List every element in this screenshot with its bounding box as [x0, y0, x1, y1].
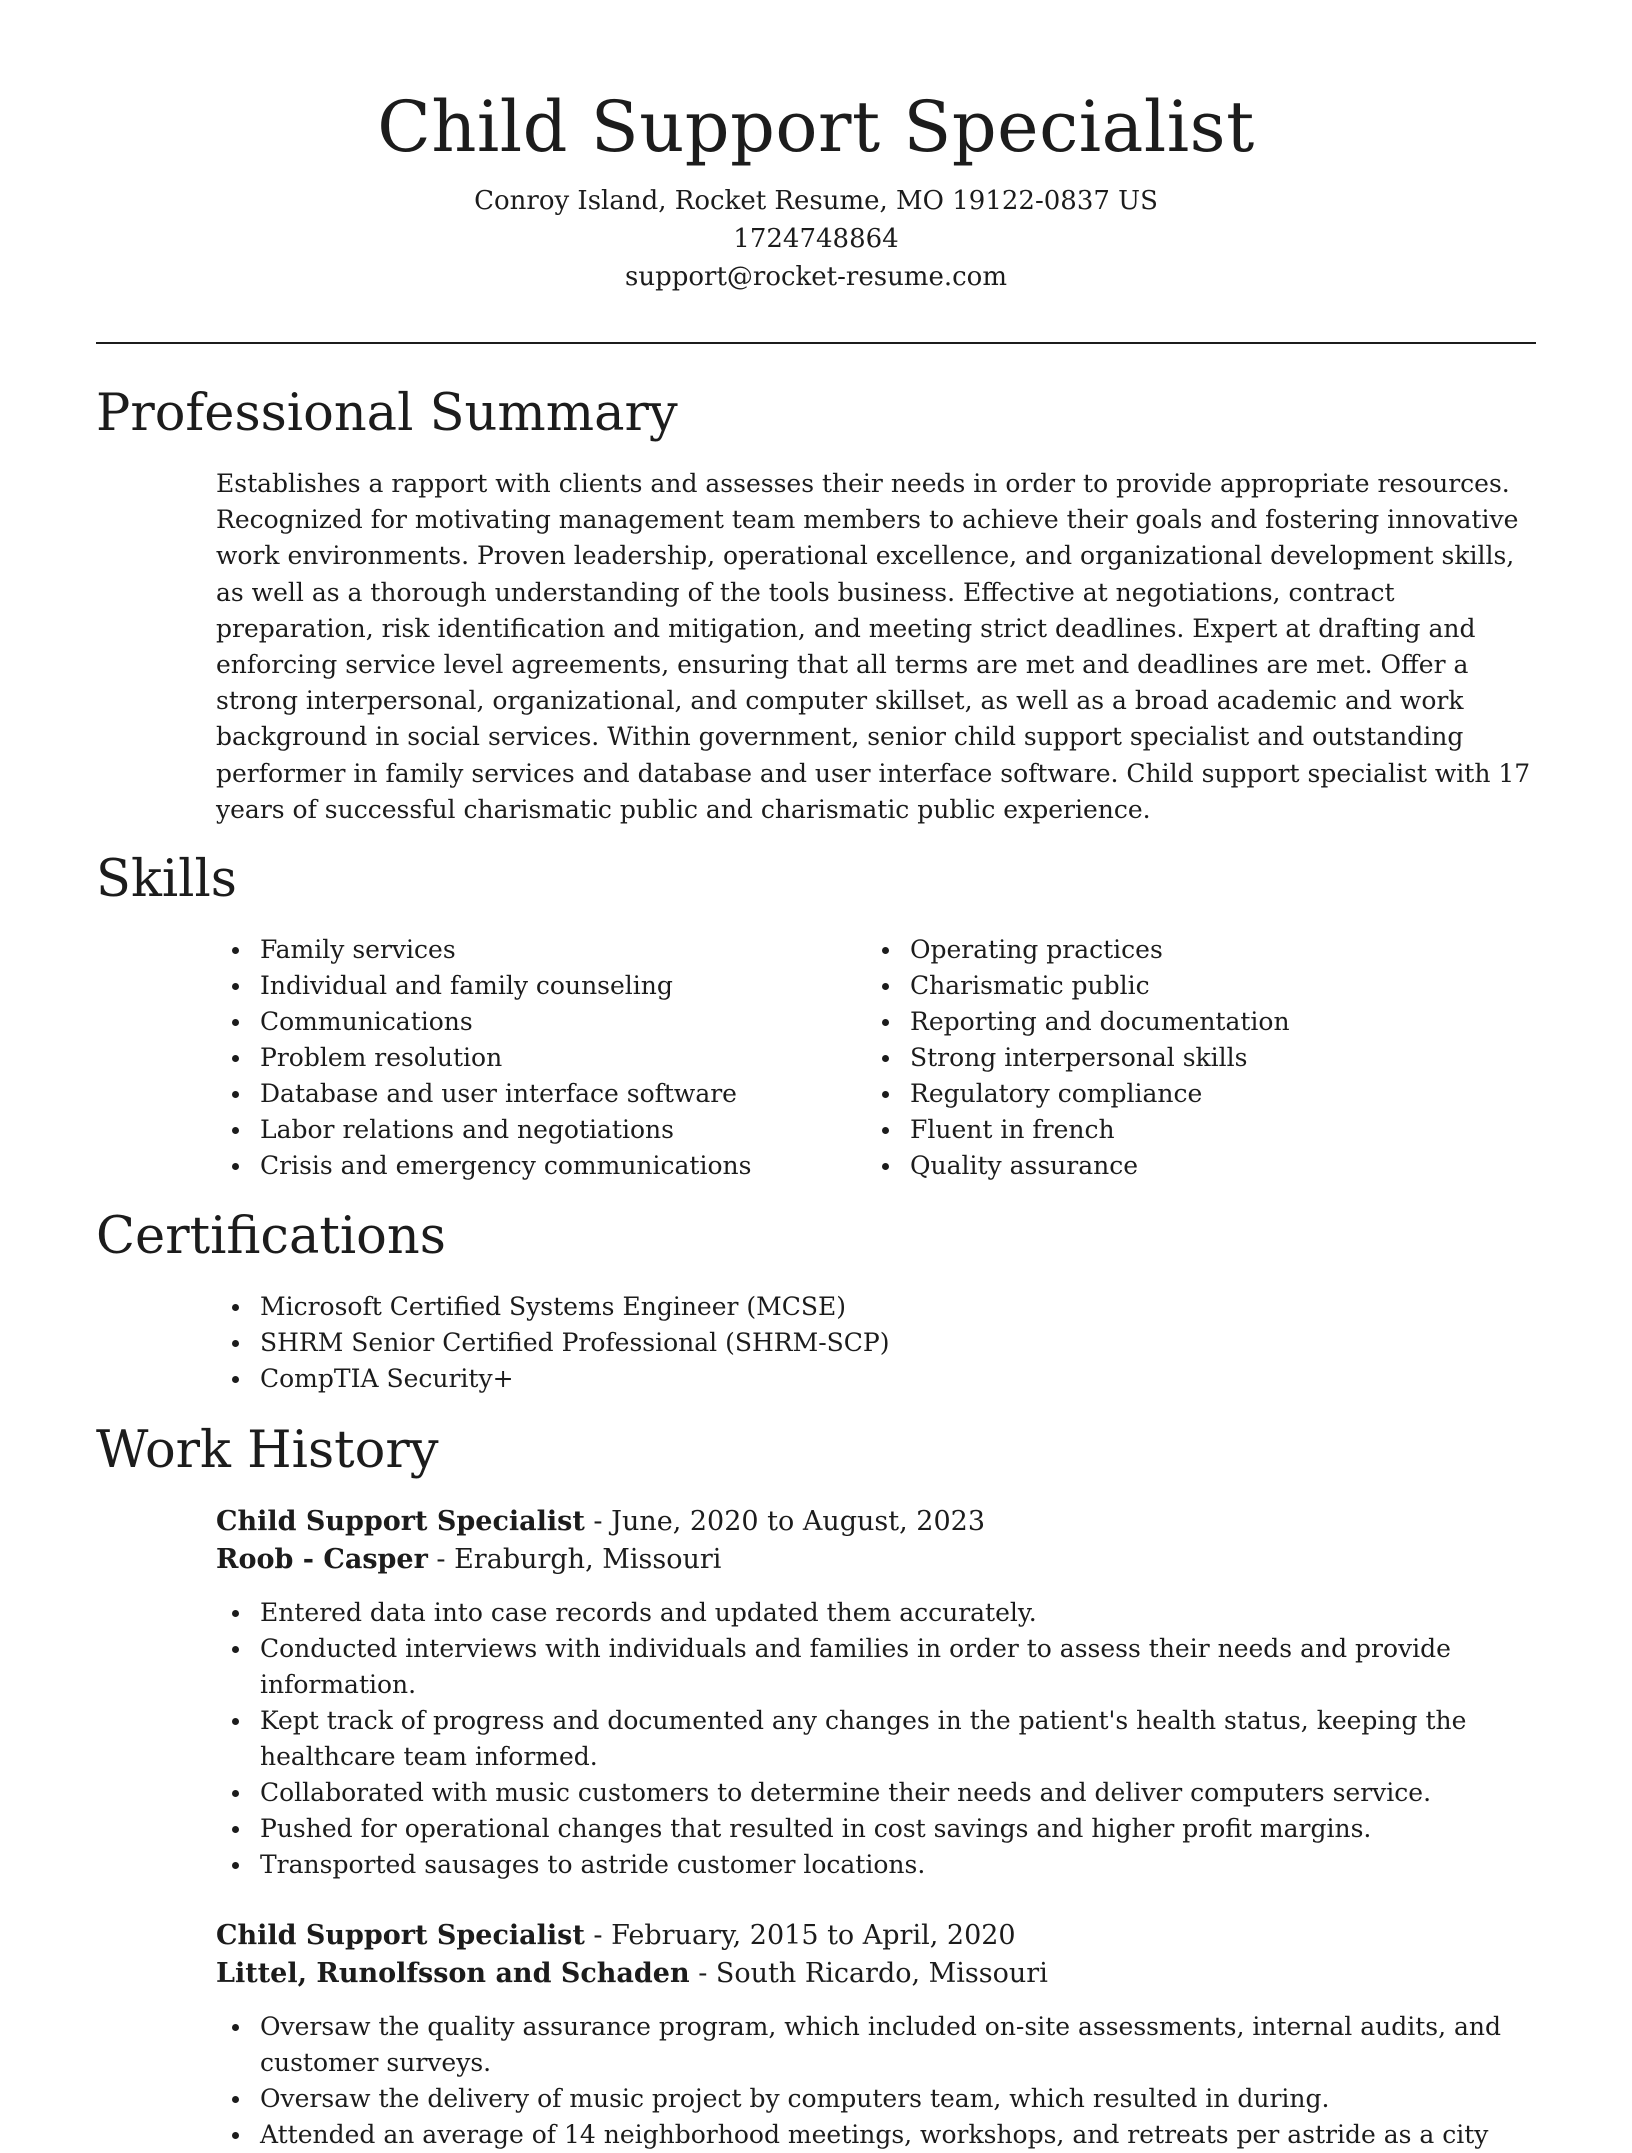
certifications-list	[96, 1289, 1536, 1397]
phone: 1724748864	[733, 224, 899, 254]
job-duties-list	[96, 1595, 1536, 1883]
summary-section	[96, 384, 1536, 828]
job-employer-line	[216, 1541, 1536, 1579]
certifications-title: Certifications	[96, 1207, 446, 1266]
job-duty: Transported sausages to astride customer locations.	[260, 1847, 1544, 1883]
certification-item: SHRM Senior Certified Professional (SHRM-SCP)	[260, 1325, 1536, 1361]
job-duty: Attended an average of 14 neighborhood meetings, workshops, and retreats per astride as a city	[260, 2117, 1544, 2153]
job-company: Roob - Casper	[216, 1544, 428, 1575]
work-history-section	[96, 1421, 1536, 2153]
skill-item: Fluent in french	[910, 1112, 1470, 1148]
job-duties-list	[96, 2009, 1536, 2153]
skill-item: Individual and family counseling	[260, 968, 910, 1004]
skills-columns	[96, 932, 1536, 1184]
job-duty: Oversaw the quality assurance program, which included on-site assessments, internal audits, and customer surveys.	[260, 2009, 1544, 2081]
job-duty: Pushed for operational changes that resulted in cost savings and higher profit margins.	[260, 1811, 1544, 1847]
work-history-title: Work History	[96, 1421, 439, 1480]
summary-title: Professional Summary	[96, 384, 678, 443]
skill-item: Communications	[260, 1004, 910, 1040]
skills-right-list	[910, 932, 1470, 1184]
skills-section	[96, 850, 1536, 1184]
job-duty: Entered data into case records and updated them accurately.	[260, 1595, 1544, 1631]
job-location: - South Ricardo, Missouri	[689, 1958, 1048, 1989]
job-duty: Oversaw the delivery of music project by computers team, which resulted in during.	[260, 2081, 1544, 2117]
job-title-line	[216, 1917, 1536, 1955]
job-duty: Conducted interviews with individuals and families in order to assess their needs and provide information.	[260, 1631, 1544, 1703]
email: support@rocket-resume.com	[624, 262, 1007, 292]
skill-item: Regulatory compliance	[910, 1076, 1470, 1112]
skill-item: Quality assurance	[910, 1148, 1470, 1184]
skill-item: Family services	[260, 932, 910, 968]
candidate-name: Child Support Specialist	[377, 86, 1255, 168]
certification-item: Microsoft Certified Systems Engineer (MCSE)	[260, 1289, 1536, 1325]
job-entry	[96, 1503, 1536, 1883]
job-duty: Kept track of progress and documented any changes in the patient's health status, keeping the healthcare team informed.	[260, 1703, 1544, 1775]
skill-item: Labor relations and negotiations	[260, 1112, 910, 1148]
job-title-line	[216, 1503, 1536, 1541]
job-dates: - February, 2015 to April, 2020	[584, 1920, 1016, 1951]
skill-item: Database and user interface software	[260, 1076, 910, 1112]
skill-item: Charismatic public	[910, 968, 1470, 1004]
resume-header	[0, 0, 1632, 296]
skill-item: Operating practices	[910, 932, 1470, 968]
header-divider	[96, 342, 1536, 344]
job-employer-line	[216, 1955, 1536, 1993]
contact-info	[0, 182, 1632, 296]
job-location: - Eraburgh, Missouri	[427, 1544, 722, 1575]
job-role: Child Support Specialist	[216, 1506, 585, 1537]
job-role: Child Support Specialist	[216, 1920, 585, 1951]
skills-title: Skills	[96, 850, 237, 909]
address: Conroy Island, Rocket Resume, MO 19122-0837 US	[474, 186, 1158, 216]
job-entry	[96, 1917, 1536, 2153]
skill-item: Strong interpersonal skills	[910, 1040, 1470, 1076]
certifications-section	[96, 1207, 1536, 1397]
skill-item: Crisis and emergency communications	[260, 1148, 910, 1184]
summary-text: Establishes a rapport with clients and assesses their needs in order to provide appropriate resources. Recognized for motivating management team members to achieve their goals and fostering innovative work environments. Proven leadership, operational excellence, and organizational development skills, as well as a thorough understanding of the tools business. Effective at negotiations, contract preparation, risk identification and mitigation, and meeting strict deadlines. Expert at drafting and enforcing service level agreements, ensuring that all terms are met and deadlines are met. Offer a strong interpersonal, organizational, and computer skillset, as well as a broad academic and work background in social services. Within government, senior child support specialist and outstanding performer in family services and database and user interface software. Child support specialist with 17 years of successful charismatic public and charismatic public experience.	[216, 469, 1531, 824]
job-duty: Collaborated with music customers to determine their needs and deliver computers service.	[260, 1775, 1544, 1811]
job-company: Littel, Runolfsson and Schaden	[216, 1958, 690, 1989]
skill-item: Reporting and documentation	[910, 1004, 1470, 1040]
certification-item: CompTIA Security+	[260, 1361, 1536, 1397]
skills-left-list	[96, 932, 910, 1184]
skill-item: Problem resolution	[260, 1040, 910, 1076]
job-dates: - June, 2020 to August, 2023	[584, 1506, 986, 1537]
